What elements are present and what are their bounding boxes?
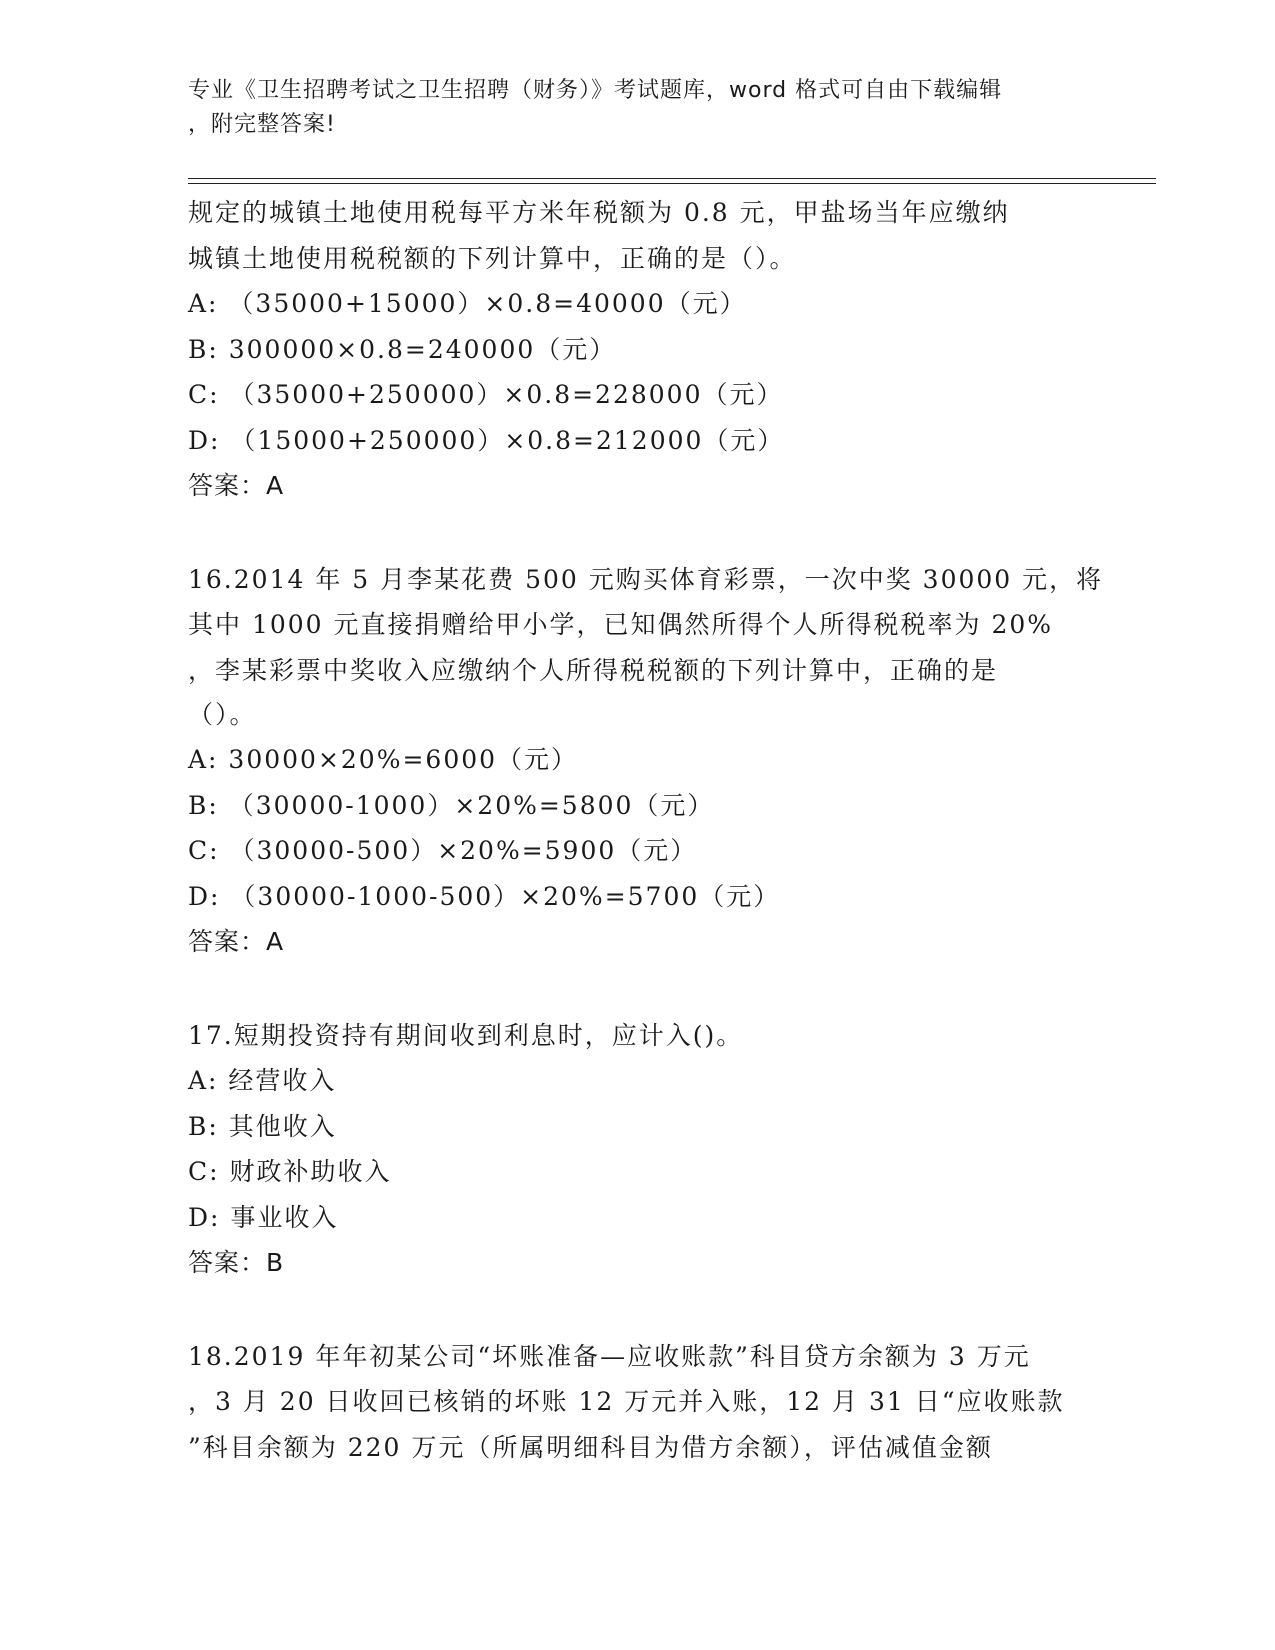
question-18 xyxy=(188,1334,1088,1471)
option-c: C: （30000-500）×20%=5900（元） xyxy=(188,836,698,865)
option-b: B: （30000-1000）×20%=5800（元） xyxy=(188,790,715,820)
spacer xyxy=(188,509,1088,557)
question-text-line: 17.短期投资持有期间收到利息时，应计入()。 xyxy=(188,1020,744,1050)
option-c: C: 财政补助收入 xyxy=(188,1157,392,1186)
option-a: A: 30000×20%=6000（元） xyxy=(188,745,579,774)
question-15-tail xyxy=(188,190,1088,509)
answer-label: 答案：B xyxy=(188,1248,285,1277)
header-rule-top xyxy=(188,178,1156,179)
option-b: B: 其他收入 xyxy=(188,1111,337,1141)
question-text-line: ，李某彩票中奖收入应缴纳个人所得税税额的下列计算中，正确的是 xyxy=(188,655,999,685)
question-text-line: ”科目余额为 220 万元（所属明细科目为借方余额），评估减值金额 xyxy=(188,1432,993,1462)
document-body xyxy=(188,190,1104,1470)
header-rule-bottom xyxy=(188,183,1156,184)
option-d: D: （30000-1000-500）×20%=5700（元） xyxy=(188,881,781,911)
question-text-line: （）。 xyxy=(188,700,257,729)
spacer xyxy=(188,1286,1088,1334)
header-line-2: ，附完整答案! xyxy=(188,112,336,137)
option-b: B: 300000×0.8=240000（元） xyxy=(188,334,617,364)
question-17 xyxy=(188,1013,1088,1286)
question-text-line: 其中 1000 元直接捐赠给甲小学，已知偶然所得个人所得税税率为 20% xyxy=(188,610,1054,639)
question-text-line: 城镇土地使用税税额的下列计算中，正确的是（）。 xyxy=(188,243,797,273)
question-text-line: 规定的城镇土地使用税每平方米年税额为 0.8 元，甲盐场当年应缴纳 xyxy=(188,198,1010,227)
option-a: A: （35000+15000）×0.8=40000（元） xyxy=(188,289,747,318)
question-16 xyxy=(188,557,1104,965)
header-line-1: 专业《卫生招聘考试之卫生招聘（财务）》考试题库，word 格式可自由下载编辑 xyxy=(188,78,1003,103)
answer-label: 答案：A xyxy=(188,927,285,956)
question-text-line: 18.2019 年年初某公司“坏账准备—应收账款”科目贷方余额为 3 万元 xyxy=(188,1341,1031,1371)
option-c: C: （35000+250000）×0.8=228000（元） xyxy=(188,380,784,409)
question-text-line: 16.2014 年 5 月李某花费 500 元购买体育彩票，一次中奖 30000 元，将 xyxy=(188,564,1104,594)
option-d: D: （15000+250000）×0.8=212000（元） xyxy=(188,425,785,455)
question-text-line: ，3 月 20 日收回已核销的坏账 12 万元并入账，12 月 31 日“应收账款 xyxy=(188,1387,1065,1416)
document-header xyxy=(188,74,1078,142)
option-d: D: 事业收入 xyxy=(188,1202,339,1232)
answer-label: 答案：A xyxy=(188,471,285,500)
spacer xyxy=(188,965,1088,1013)
option-a: A: 经营收入 xyxy=(188,1066,337,1095)
